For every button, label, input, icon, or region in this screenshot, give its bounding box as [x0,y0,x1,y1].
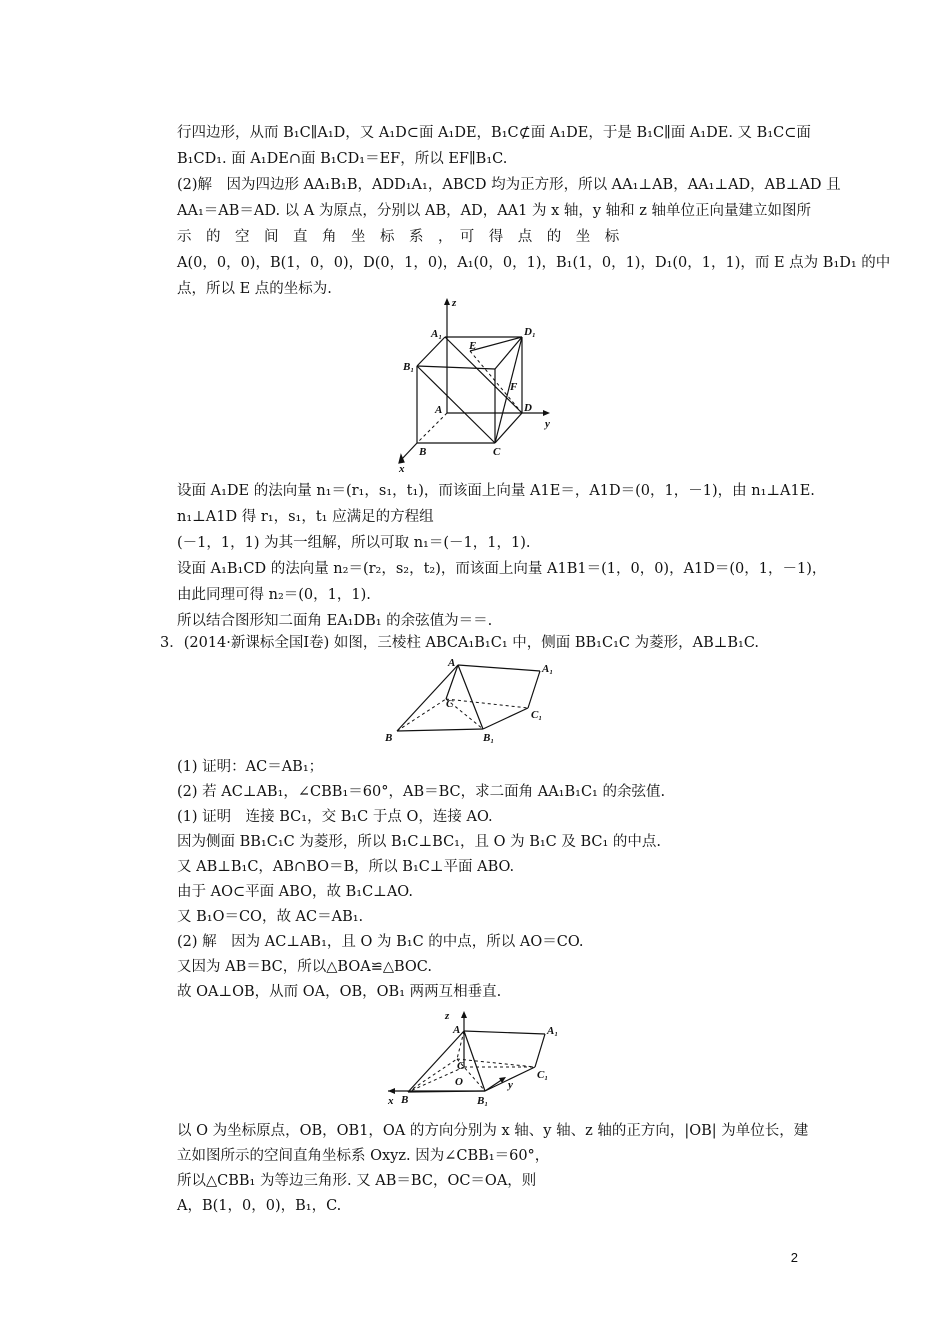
vertex-label: C [493,446,501,458]
axis-label: y [545,418,550,430]
vertex-label: B₁ [483,732,495,744]
vertex-label: A [453,1024,461,1036]
text-line: AA₁＝AB＝AD. 以 A 为原点，分别以 AB，AD，AA1 为 x 轴，y 轴和 z 轴单位正向量建立如图所 [177,203,812,219]
vertex-label: O [455,1076,463,1088]
vertex-label: A [448,657,456,669]
vertex-label: B [401,1094,409,1106]
text-line: 设面 A₁DE 的法向量 n₁＝(r₁，s₁，t₁)，而该面上向量 A1E＝，A1D＝(0，1，－1)，由 n₁⊥A1E. [177,483,815,499]
text-line: 示 的 空 间 直 角 坐 标 系 ， 可 得 点 的 坐 标 [177,229,620,245]
cube-figure [395,295,565,475]
vertex-label: C₁ [537,1069,549,1081]
text-line: 故 OA⊥OB，从而 OA，OB，OB₁ 两两互相垂直. [177,984,502,1000]
vertex-label: D [524,402,532,414]
text-line: 点，所以 E 点的坐标为. [177,281,332,297]
text-line: 由此同理可得 n₂＝(0，1，1). [177,587,371,603]
axis-label: z [452,297,457,309]
text-line: 以 O 为坐标原点，OB，OB1，OA 的方向分别为 x 轴、y 轴、z 轴的正方向，|OB| 为单位长，建 [177,1123,809,1139]
vertex-label: F [510,381,518,393]
problem-heading: 3．(2014·新课标全国Ⅰ卷) 如图，三棱柱 ABCA₁B₁C₁ 中，侧面 BB₁C₁C 为菱形，AB⊥B₁C. [160,635,760,651]
text-line: (2) 解 因为 AC⊥AB₁，且 O 为 B₁C 的中点，所以 AO＝CO. [177,934,584,950]
axis-label: x [399,463,405,475]
vertex-label: A₁ [547,1025,559,1037]
vertex-label: B₁ [477,1095,489,1107]
axis-label: z [445,1010,450,1022]
axis-label: x [388,1095,394,1107]
axis-label: y [508,1079,513,1091]
vertex-label: D₁ [524,326,536,338]
vertex-label: B [385,732,393,744]
page-number: 2 [790,1250,798,1265]
vertex-label: B [419,446,427,458]
vertex-label: A₁ [431,328,443,340]
text-line: (2) 若 AC⊥AB₁，∠CBB₁＝60°，AB＝BC，求二面角 AA₁B₁C₁ 的余弦值. [177,784,666,800]
text-line: B₁CD₁. 面 A₁DE∩面 B₁CD₁＝EF，所以 EF∥B₁C. [177,151,508,167]
vertex-label: A₁ [542,663,554,675]
text-line: 立如图所示的空间直角坐标系 Oxyz. 因为∠CBB₁＝60°， [177,1148,550,1164]
text-line: 行四边形，从而 B₁C∥A₁D，又 A₁D⊂面 A₁DE，B₁C⊄面 A₁DE，于是 B₁C∥面 A₁DE. 又 B₁C⊂面 [177,125,811,141]
text-line: n₁⊥A1D 得 r₁，s₁，t₁ 应满足的方程组 [177,509,434,525]
text-line: A(0，0，0)，B(1，0，0)，D(0，1，0)，A₁(0，0，1)，B₁(1，0，1)，D₁(0，1，1)，而 E 点为 B₁D₁ 的中 [177,255,891,271]
text-line: (－1，1，1) 为其一组解，所以可取 n₁＝(－1，1，1). [177,535,531,551]
text-line: 由于 AO⊂平面 ABO，故 B₁C⊥AO. [177,884,413,900]
vertex-label: C₁ [531,709,543,721]
text-line: (1) 证明 连接 BC₁，交 B₁C 于点 O，连接 AO. [177,809,493,825]
vertex-label: C [457,1060,465,1072]
text-line: 又 AB⊥B₁C，AB∩BO＝B，所以 B₁C⊥平面 ABO. [177,859,515,875]
text-line: 因为侧面 BB₁C₁C 为菱形，所以 B₁C⊥BC₁，且 O 为 B₁C 及 BC₁ 的中点. [177,834,662,850]
prism-figure [380,655,570,747]
text-line: A，B(1，0，0)，B₁，C. [177,1198,342,1214]
text-line: 又 B₁O＝CO，故 AC＝AB₁. [177,909,364,925]
vertex-label: E [469,340,477,352]
text-line: (2)解 因为四边形 AA₁B₁B，ADD₁A₁，ABCD 均为正方形，所以 AA₁⊥AB，AA₁⊥AD，AB⊥AD 且 [177,177,841,193]
text-line: 所以结合图形知二面角 EA₁DB₁ 的余弦值为＝＝. [177,613,493,629]
text-line: 所以△CBB₁ 为等边三角形. 又 AB＝BC，OC＝OA，则 [177,1173,537,1189]
vertex-label: C [446,698,454,710]
text-line: (1) 证明：AC＝AB₁； [177,759,324,775]
vertex-label: A [435,404,443,416]
prism-axes-figure [385,1005,575,1110]
text-line: 设面 A₁B₁CD 的法向量 n₂＝(r₂，s₂，t₂)，而该面上向量 A1B1＝(1，0，0)，A1D＝(0，1，－1)， [177,561,827,577]
text-line: 又因为 AB＝BC，所以△BOA≌△BOC. [177,959,432,975]
vertex-label: B₁ [403,361,415,373]
